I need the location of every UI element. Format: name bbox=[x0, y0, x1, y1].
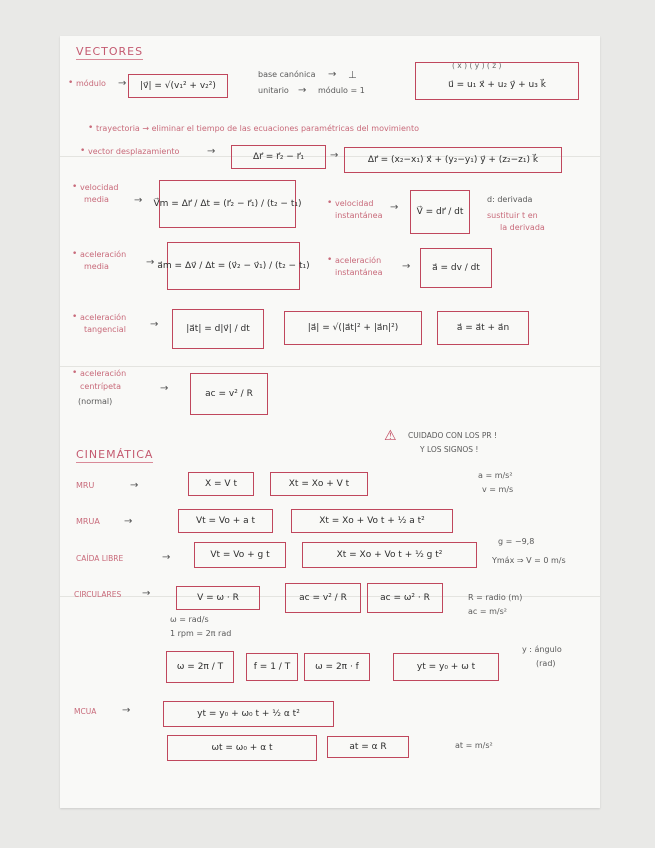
bullet: • bbox=[72, 182, 78, 192]
mcua-box-1: yt = y₀ + ω₀ t + ½ α t² bbox=[163, 701, 334, 727]
perpendicular-symbol: ⊥ bbox=[348, 70, 357, 81]
arrow-icon: → bbox=[142, 588, 151, 599]
mrua-label: MRUA bbox=[76, 517, 100, 526]
arrow-icon: → bbox=[330, 150, 339, 161]
bullet: • bbox=[80, 146, 86, 156]
rpm-note: 1 rpm = 2π rad bbox=[170, 629, 232, 638]
derivada-note-1: d: derivada bbox=[487, 195, 533, 204]
mcua-box-2: ωt = ω₀ + α t bbox=[167, 735, 317, 761]
bullet: • bbox=[72, 249, 78, 259]
base-canonica-label: base canónica bbox=[258, 70, 316, 79]
arrow-icon: → bbox=[207, 146, 216, 157]
unitario-label: unitario bbox=[258, 86, 289, 95]
aceleracion-instantanea-label-1: aceleración bbox=[335, 256, 382, 265]
bullet: • bbox=[88, 123, 94, 133]
fold-line bbox=[60, 366, 600, 367]
arrow-icon: → bbox=[162, 552, 171, 563]
mrua-box-2: Xt = Xo + Vo t + ½ a t² bbox=[291, 509, 453, 533]
mrua-box-1: Vt = Vo + a t bbox=[178, 509, 273, 533]
caida-libre-label: CAÍDA LIBRE bbox=[76, 554, 124, 563]
mru-box-1: X = V t bbox=[188, 472, 254, 496]
arrow-icon: → bbox=[134, 195, 143, 206]
at-units: at = m/s² bbox=[455, 741, 493, 750]
velocidad-instantanea-label-2: instantánea bbox=[335, 211, 383, 220]
trayectoria-note: trayectoria → eliminar el tiempo de las ecuaciones paramétricas del movimiento bbox=[96, 124, 419, 133]
frequency-box: f = 1 / T bbox=[246, 653, 298, 681]
aceleracion-instantanea-box: a⃗ = dv / dt bbox=[420, 248, 492, 288]
units-v: v = m/s bbox=[482, 485, 514, 494]
y-angle-note-2: (rad) bbox=[536, 659, 556, 668]
aceleracion-tangencial-label-2: tangencial bbox=[84, 325, 126, 334]
desplazamiento-label: vector desplazamiento bbox=[88, 147, 180, 156]
omega-period-box: ω = 2π / T bbox=[166, 651, 234, 683]
aceleracion-tangencial-label-1: aceleración bbox=[80, 313, 127, 322]
caida-libre-box-1: Vt = Vo + g t bbox=[194, 542, 286, 568]
circular-box-3: ac = ω² · R bbox=[367, 583, 443, 613]
velocidad-media-label-1: velocidad bbox=[80, 183, 119, 192]
caida-libre-box-2: Xt = Xo + Vo t + ½ g t² bbox=[302, 542, 477, 568]
aceleracion-centripeta-box: ac = v² / R bbox=[190, 373, 268, 415]
bullet: • bbox=[327, 255, 333, 265]
omega-frequency-box: ω = 2π · f bbox=[304, 653, 370, 681]
arrow-icon: → bbox=[130, 480, 139, 491]
unit-vector-box: u⃗ = u₁ x⃗ + u₂ y⃗ + u₃ k⃗ bbox=[415, 62, 579, 100]
modulo-1-label: módulo = 1 bbox=[318, 86, 365, 95]
velocidad-instantanea-box: V⃗ = dr⃗ / dt bbox=[410, 190, 470, 234]
warning-line-2: Y LOS SIGNOS ! bbox=[420, 445, 479, 454]
aceleracion-media-label-2: media bbox=[84, 262, 109, 271]
bullet: • bbox=[68, 78, 74, 88]
circulares-label: CIRCULARES bbox=[74, 590, 122, 599]
velocidad-instantanea-label-1: velocidad bbox=[335, 199, 374, 208]
aceleracion-instantanea-label-2: instantánea bbox=[335, 268, 383, 277]
bullet: • bbox=[72, 312, 78, 322]
arrow-icon: → bbox=[150, 319, 159, 330]
section-title-cinematica: CINEMÁTICA bbox=[76, 448, 154, 461]
bullet: • bbox=[327, 198, 333, 208]
arrow-icon: → bbox=[124, 516, 133, 527]
y-angle-note-1: y : ángulo bbox=[522, 645, 562, 654]
r-radio-note: R = radio (m) bbox=[468, 593, 523, 602]
arrow-icon: → bbox=[328, 69, 337, 80]
desplazamiento-componentes-box: Δr⃗ = (x₂−x₁) x⃗ + (y₂−y₁) y⃗ + (z₂−z₁) k⃗ bbox=[344, 147, 562, 173]
aceleracion-media-box: a⃗m = Δv⃗ / Δt = (v⃗₂ − v⃗₁) / (t₂ − t₁) bbox=[167, 242, 300, 290]
velocidad-media-box: V⃗m = Δr⃗ / Δt = (r⃗₂ − r⃗₁) / (t₂ − t₁) bbox=[159, 180, 296, 228]
aceleracion-centripeta-label-1: aceleración bbox=[80, 369, 127, 378]
aceleracion-media-label-1: aceleración bbox=[80, 250, 127, 259]
arrow-icon: → bbox=[298, 85, 307, 96]
ymax-note: Ymáx ⇒ V = 0 m/s bbox=[492, 556, 566, 565]
derivada-note-3: la derivada bbox=[500, 223, 545, 232]
arrow-icon: → bbox=[118, 78, 127, 89]
mcua-label: MCUA bbox=[74, 707, 97, 716]
modulo-label: módulo bbox=[76, 79, 106, 88]
mcua-box-3: at = α R bbox=[327, 736, 409, 758]
mru-label: MRU bbox=[76, 481, 95, 490]
velocidad-media-label-2: media bbox=[84, 195, 109, 204]
section-title-vectores: VECTORES bbox=[76, 45, 144, 58]
circular-box-2: ac = v² / R bbox=[285, 583, 361, 613]
arrow-icon: → bbox=[122, 705, 131, 716]
aceleracion-suma-box: a⃗ = a⃗t + a⃗n bbox=[437, 311, 529, 345]
warning-icon: ⚠ bbox=[384, 428, 397, 444]
g-value: g = −9,8 bbox=[498, 537, 535, 546]
arrow-icon: → bbox=[146, 257, 155, 268]
modulo-formula-box: |v⃗| = √(v₁² + v₂²) bbox=[128, 74, 228, 98]
aceleracion-centripeta-label-2: centrípeta bbox=[80, 382, 122, 391]
yt-mcu-box: yt = y₀ + ω t bbox=[393, 653, 499, 681]
warning-line-1: CUIDADO CON LOS PR ! bbox=[408, 431, 497, 440]
unit-vector-coords: ( x ) ( y ) ( z ) bbox=[452, 61, 502, 70]
aceleracion-tangencial-box: |a⃗t| = d|v⃗| / dt bbox=[172, 309, 264, 349]
units-a: a = m/s² bbox=[478, 471, 513, 480]
omega-units: ω = rad/s bbox=[170, 615, 209, 624]
derivada-note-2: sustituir t en bbox=[487, 211, 538, 220]
desplazamiento-box: Δr⃗ = r⃗₂ − r⃗₁ bbox=[231, 145, 326, 169]
aceleracion-centripeta-label-3: (normal) bbox=[78, 397, 113, 406]
arrow-icon: → bbox=[160, 383, 169, 394]
arrow-icon: → bbox=[390, 202, 399, 213]
aceleracion-modulo-box: |a⃗| = √(|a⃗t|² + |a⃗n|²) bbox=[284, 311, 422, 345]
circular-box-1: V = ω · R bbox=[176, 586, 260, 610]
arrow-icon: → bbox=[402, 261, 411, 272]
mru-box-2: Xt = Xo + V t bbox=[270, 472, 368, 496]
ac-units: ac = m/s² bbox=[468, 607, 507, 616]
bullet: • bbox=[72, 368, 78, 378]
